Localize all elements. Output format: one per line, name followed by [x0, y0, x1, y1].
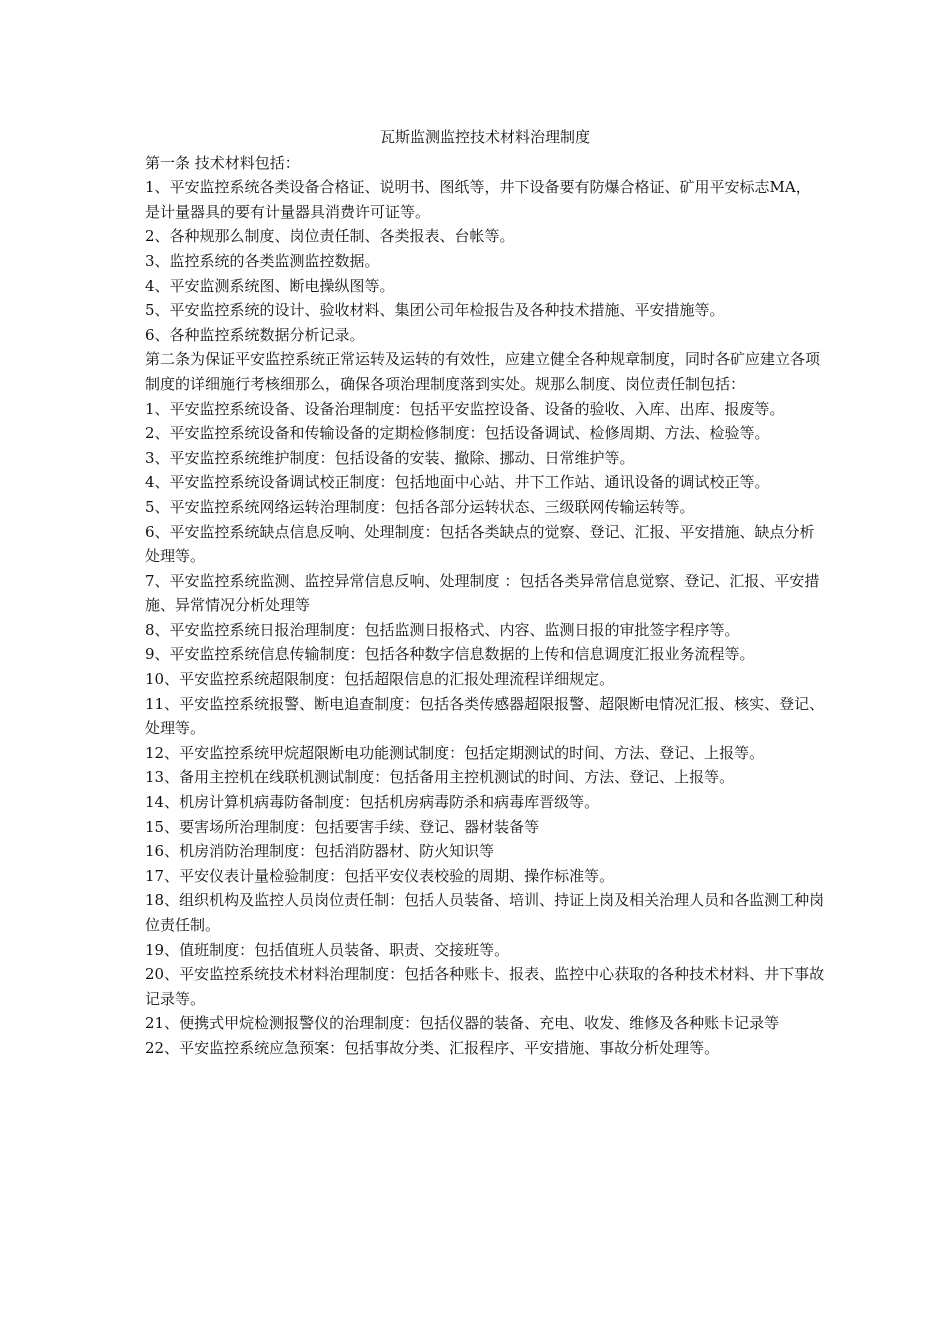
paragraph: 3、平安监控系统维护制度：包括设备的安装、撤除、挪动、日常维护等。 — [145, 448, 635, 467]
paragraph: 15、要害场所治理制度：包括要害手续、登记、器材装备等 — [145, 817, 540, 836]
paragraph: 6、各种监控系统数据分析记录。 — [145, 325, 365, 344]
paragraph: 12、平安监控系统甲烷超限断电功能测试制度：包括定期测试的时间、方法、登记、上报等。 — [145, 743, 765, 762]
paragraph: 13、备用主控机在线联机测试制度：包括备用主控机测试的时间、方法、登记、上报等。 — [145, 768, 735, 787]
paragraph: 6、平安监控系统缺点信息反响、处理制度：包括各类缺点的觉察、登记、汇报、平安措施、缺点分析处理等。 — [145, 522, 815, 566]
paragraph: 10、平安监控系统超限制度：包括超限信息的汇报处理流程详细规定。 — [145, 670, 615, 689]
paragraph: 11、平安监控系统报警、断电追查制度：包括各类传感器超限报警、超限断电情况汇报、核实、登记、处理等。 — [145, 694, 825, 738]
paragraph: 16、机房消防治理制度：包括消防器材、防火知识等 — [145, 842, 495, 861]
paragraph: 8、平安监控系统日报治理制度：包括监测日报格式、内容、监测日报的审批签字程序等。 — [145, 620, 740, 639]
document-body — [145, 125, 825, 1061]
paragraph: 1、平安监控系统设备、设备治理制度：包括平安监控设备、设备的验收、入库、出库、报废等。 — [145, 399, 785, 418]
paragraph: 17、平安仪表计量检验制度：包括平安仪表校验的周期、操作标准等。 — [145, 866, 615, 885]
paragraph: 7、平安监控系统监测、监控异常信息反响、处理制度 ：包括各类异常信息觉察、登记、汇报、平安措施、异常情况分析处理等 — [145, 571, 820, 615]
paragraph: 9、平安监控系统信息传输制度：包括各种数字信息数据的上传和信息调度汇报业务流程等。 — [145, 645, 755, 664]
paragraph: 19、值班制度：包括值班人员装备、职责、交接班等。 — [145, 940, 510, 959]
paragraph: 5、平安监控系统的设计、验收材料、集团公司年检报告及各种技术措施、平安措施等。 — [145, 301, 725, 320]
paragraph: 2、平安监控系统设备和传输设备的定期检修制度：包括设备调试、检修周期、方法、检验等。 — [145, 424, 770, 443]
paragraph: 1、平安监控系统各类设备合格证、说明书、图纸等，井下设备要有防爆合格证、矿用平安标志MA，是计量器具的要有计量器具消费许可证等。 — [145, 178, 811, 221]
paragraph: 第一条 技术材料包括： — [145, 153, 300, 172]
paragraph: 3、监控系统的各类监测监控数据。 — [145, 251, 380, 270]
paragraph: 5、平安监控系统网络运转治理制度：包括各部分运转状态、三级联网传输运转等。 — [145, 497, 695, 516]
paragraph: 18、组织机构及监控人员岗位责任制：包括人员装备、培训、持证上岗及相关治理人员和各监测工种岗位责任制。 — [145, 891, 825, 934]
paragraph: 22、平安监控系统应急预案：包括事故分类、汇报程序、平安措施、事故分析处理等。 — [145, 1038, 720, 1057]
paragraph: 4、平安监控系统设备调试校正制度：包括地面中心站、井下工作站、通讯设备的调试校正等。 — [145, 473, 770, 492]
paragraph: 第二条为保证平安监控系统正常运转及运转的有效性，应建立健全各种规章制度，同时各矿应建立各项制度的详细施行考核细那么，确保各项治理制度落到实处。规那么制度、岗位责任制包括： — [145, 350, 821, 393]
paragraph-list — [145, 151, 825, 1061]
paragraph: 21、便携式甲烷检测报警仪的治理制度：包括仪器的装备、充电、收发、维修及各种账卡记录等 — [145, 1014, 780, 1033]
document-title: 瓦斯监测监控技术材料治理制度 — [379, 128, 590, 146]
paragraph: 4、平安监测系统图、断电操纵图等。 — [145, 276, 395, 295]
paragraph: 2、各种规那么制度、岗位责任制、各类报表、台帐等。 — [145, 227, 515, 246]
paragraph: 14、机房计算机病毒防备制度：包括机房病毒防杀和病毒库晋级等。 — [145, 793, 600, 812]
paragraph: 20、平安监控系统技术材料治理制度：包括各种账卡、报表、监控中心获取的各种技术材料、井下事故记录等。 — [145, 965, 825, 1008]
